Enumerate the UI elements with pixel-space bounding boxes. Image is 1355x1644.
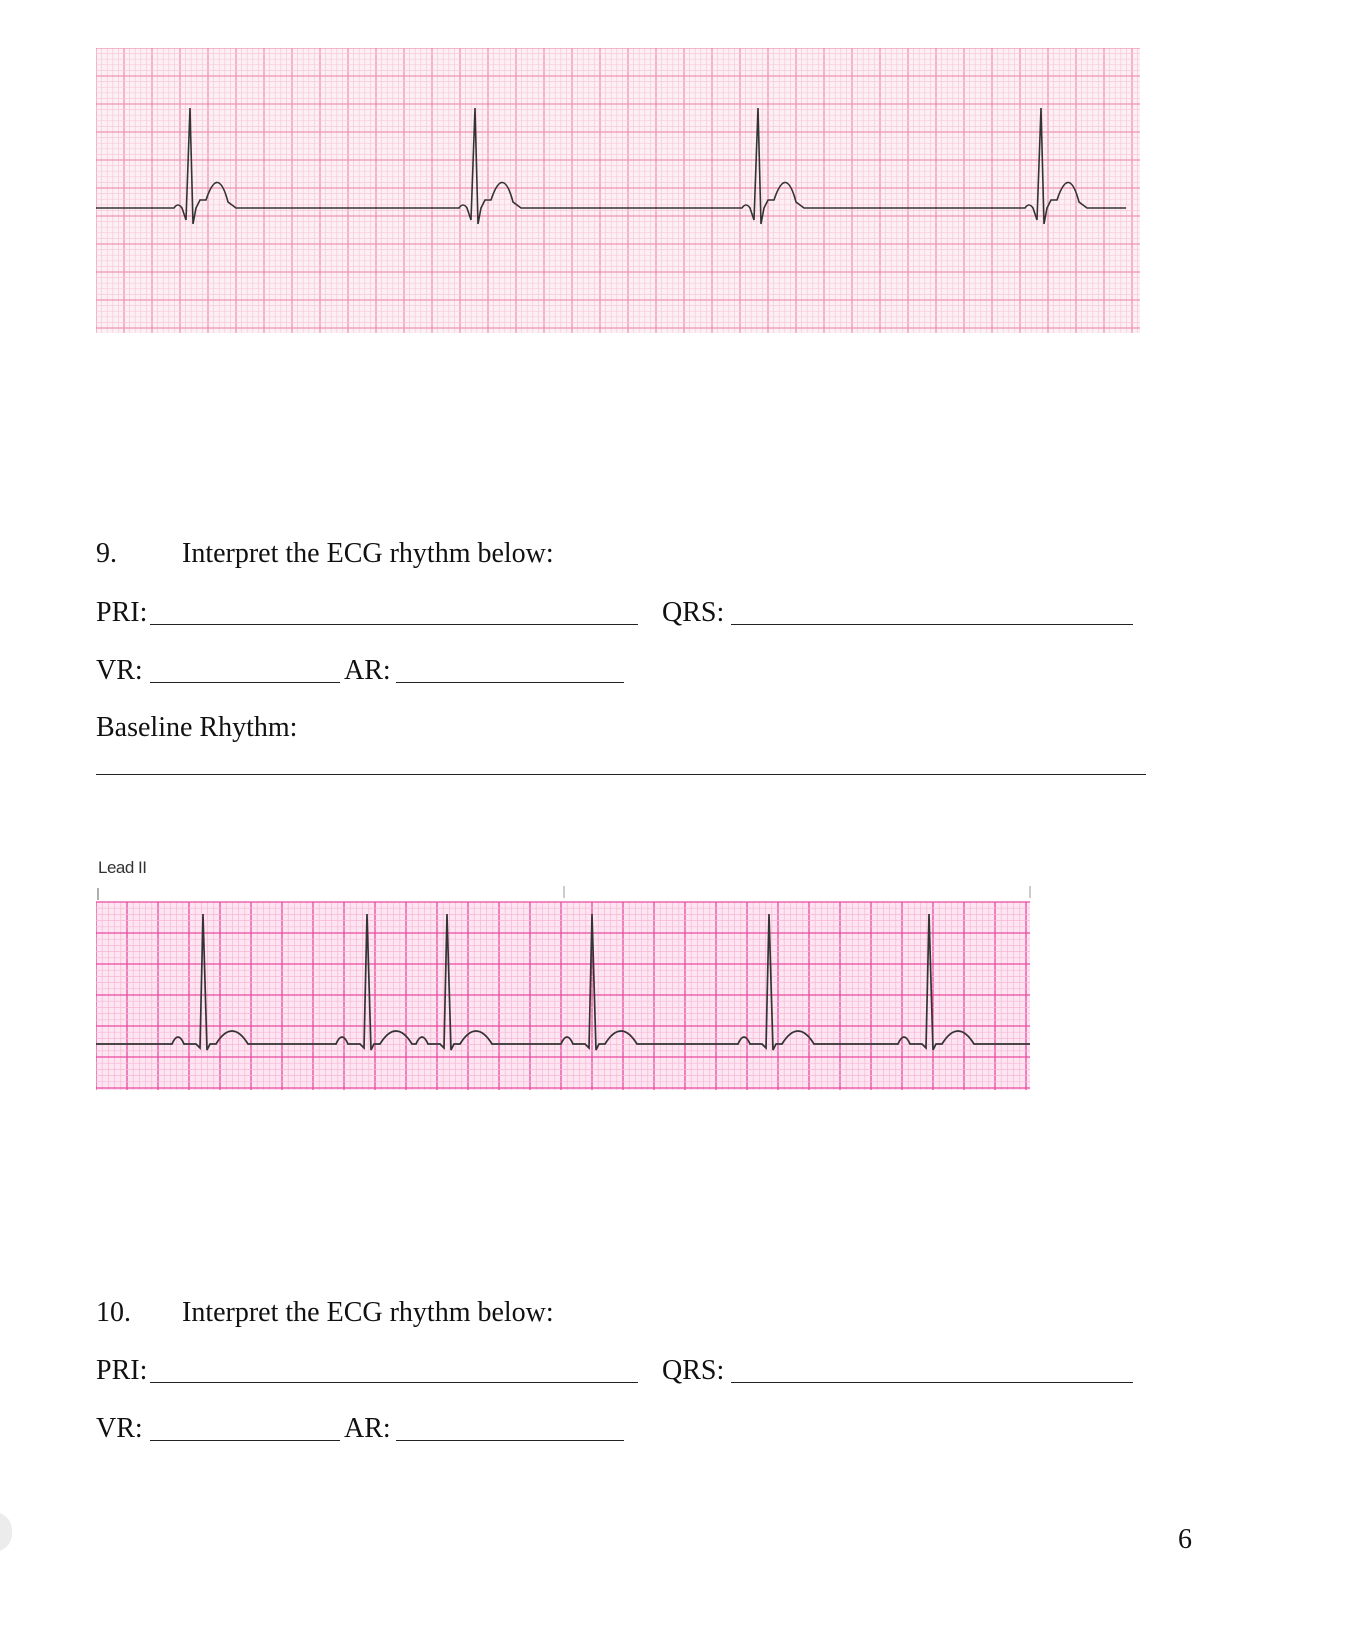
ecg-strip-top-graph — [96, 48, 1190, 348]
q9-baseline-answer-line[interactable] — [96, 774, 1146, 775]
q10-vr-answer-line[interactable] — [150, 1440, 340, 1441]
ecg-strip-top — [96, 48, 1190, 348]
q9-vr-label: VR: — [96, 655, 143, 686]
lead-ii-grid — [96, 902, 1030, 1090]
q10-qrs-answer-line[interactable] — [731, 1382, 1133, 1383]
top-strip-grid — [96, 48, 1140, 333]
q9-pri-answer-line[interactable] — [150, 624, 638, 625]
q9-pri-label: PRI: — [96, 597, 148, 628]
page-number: 6 — [1178, 1524, 1192, 1555]
ecg-strip-lead-ii — [96, 862, 1076, 1110]
question-9-prompt: Interpret the ECG rhythm below: — [182, 538, 554, 569]
q9-vr-answer-line[interactable] — [150, 682, 340, 683]
q9-qrs-label: QRS: — [662, 597, 725, 628]
q9-ar-label: AR: — [344, 655, 391, 686]
q10-pri-label: PRI: — [96, 1355, 148, 1386]
q10-ar-label: AR: — [344, 1413, 391, 1444]
q10-qrs-label: QRS: — [662, 1355, 725, 1386]
ecg-strip-lead-ii-graph — [96, 862, 1076, 1098]
q9-ar-answer-line[interactable] — [396, 682, 624, 683]
q10-vr-label: VR: — [96, 1413, 143, 1444]
q9-qrs-answer-line[interactable] — [731, 624, 1133, 625]
lead-ii-label: Lead II — [98, 858, 147, 877]
question-10-prompt: Interpret the ECG rhythm below: — [182, 1297, 554, 1328]
question-9-number: 9. — [96, 538, 117, 569]
question-10-number: 10. — [96, 1297, 131, 1328]
q10-ar-answer-line[interactable] — [396, 1440, 624, 1441]
q10-pri-answer-line[interactable] — [150, 1382, 638, 1383]
q9-baseline-label: Baseline Rhythm: — [96, 712, 298, 743]
scroll-edge-marker — [0, 1512, 12, 1552]
